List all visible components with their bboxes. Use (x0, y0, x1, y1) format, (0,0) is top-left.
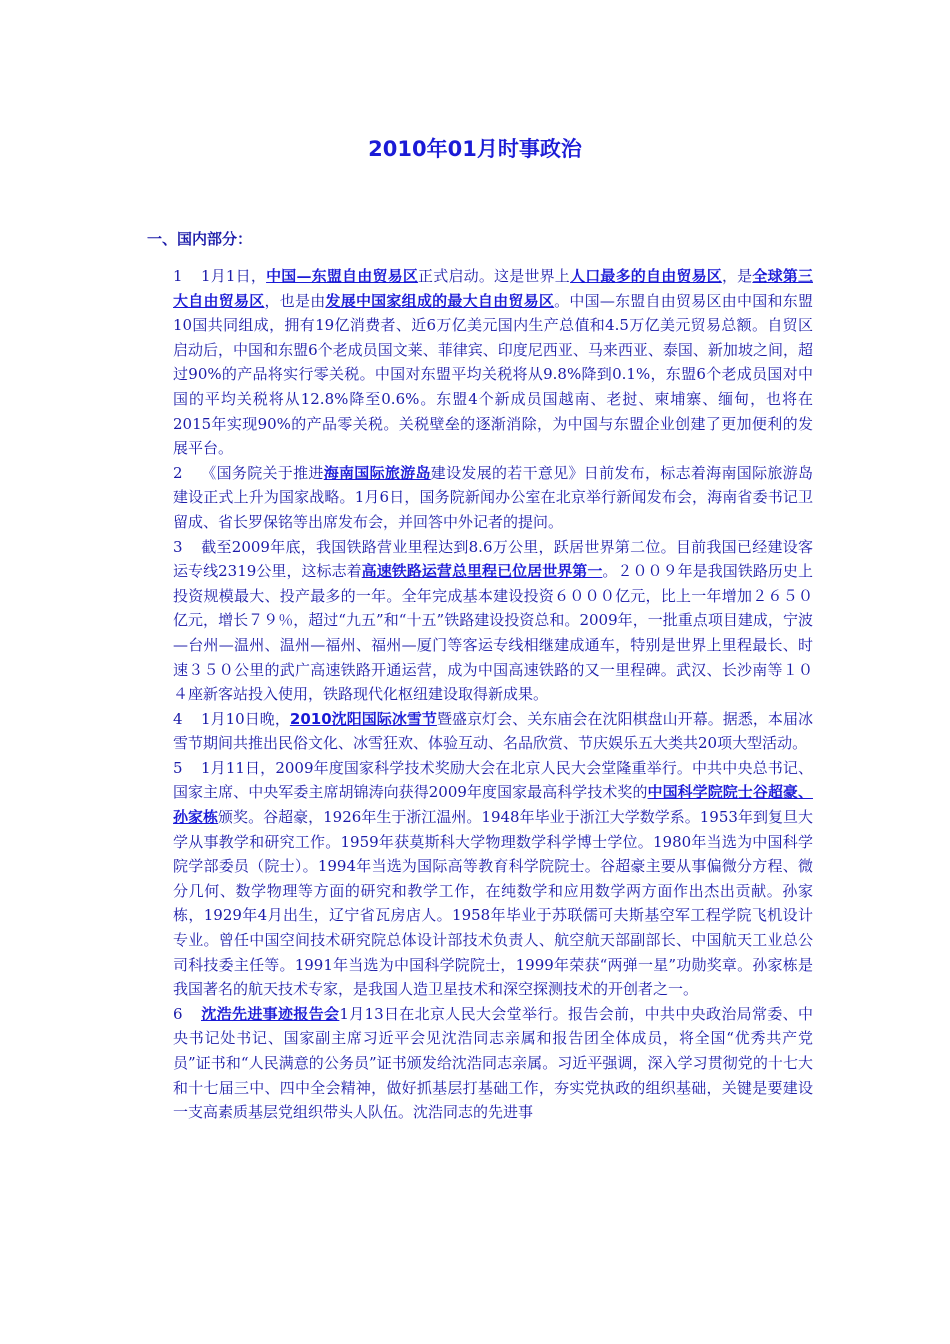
keyword-link[interactable]: 高速铁路运营总里程已位居世界第一 (361, 562, 603, 581)
document-title: 2010年01月时事政治 (368, 137, 582, 161)
news-item (173, 1002, 813, 1125)
item-text: 暨盛京灯会、关东庙会在沈阳棋盘山开幕。据悉，本届冰雪节期间共推出民俗文化、冰雪狂欢、体验互动、名品欣赏、节庆娱乐五大类共20项大型活动。 (173, 709, 813, 753)
keyword-link[interactable]: 全球第三大自由贸易区 (173, 267, 813, 310)
keyword-link[interactable]: 中国科学院院士谷超豪、孙家栋 (173, 783, 813, 827)
keyword-link[interactable]: 2010沈阳国际冰雪节 (289, 709, 437, 728)
keyword-link[interactable]: 发展中国家组成的最大自由贸易区 (325, 291, 555, 310)
item-text: ，是 (721, 267, 753, 285)
item-text: 1月13日在北京人民大会堂举行。报告会前，中共中央政治局常委、中央书记处书记、国家副主席习近平会见沈浩同志亲属和报告团全体成员，将全国“优秀共产党员”证书和“人民满意的公务员”证书颁发给沈浩同志亲属。习近平强调，深入学习贯彻党的十七大和十七届三中、四中全会精神，做好抓基层打基础工作，夯实党执政的组织基础，关键是要建设一支高素质基层党组织带头人队伍。沈浩同志的先进事 (173, 1004, 813, 1122)
keyword-link[interactable]: 中国—东盟自由贸易区 (266, 267, 419, 285)
keyword-link[interactable]: 海南国际旅游岛 (323, 463, 431, 482)
item-number: 1 (173, 267, 183, 285)
item-text: 《国务院关于推进 (201, 463, 324, 482)
keyword-link[interactable]: 沈浩先进事迹报告会 (201, 1004, 340, 1023)
item-number: 4 (173, 709, 183, 728)
news-item (173, 461, 813, 535)
section-heading: 一、国内部分： (147, 230, 253, 248)
item-text: ，也是由 (264, 291, 326, 310)
item-text: 1月11日，2009年度国家科学技术奖励大会在北京人民大会堂隆重举行。中共中央总书记、国家主席、中央军委主席胡锦涛向获得2009年度国家最高科学技术奖的 (173, 758, 813, 802)
item-number: 5 (173, 758, 183, 777)
news-item (173, 707, 813, 756)
item-number: 6 (173, 1004, 183, 1023)
news-item (173, 264, 813, 461)
item-number: 2 (173, 463, 183, 482)
news-item (173, 756, 813, 1002)
news-item (173, 535, 813, 707)
news-items-list (173, 264, 813, 1125)
item-text: 1月1日， (201, 267, 267, 285)
item-text: 截至2009年底，我国铁路营业里程达到8.6万公里，跃居世界第二位。目前我国已经建设客运专线2319公里，这标志着 (173, 537, 813, 581)
item-text: 。中国—东盟自由贸易区由中国和东盟10国共同组成，拥有19亿消费者、近6万亿美元国内生产总值和4.5万亿美元贸易总额。自贸区启动后，中国和东盟6个老成员国文莱、菲律宾、印度尼西亚、马来西亚、泰国、新加坡之间，超过90%的产品将实行零关税。中国对东盟平均关税将从9.8%降到0.1%，东盟6个老成员国对中国的平均关税将从12.8%降至0.6%。东盟4个新成员国越南、老挝、柬埔寨、缅甸，也将在2015年实现90%的产品零关税。关税壁垒的逐渐消除，为中国与东盟企业创建了更加便利的发展平台。 (173, 291, 813, 458)
item-text: 建设发展的若干意见》日前发布，标志着海南国际旅游岛建设正式上升为国家战略。1月6日，国务院新闻办公室在北京举行新闻发布会，海南省委书记卫留成、省长罗保铭等出席发布会，并回答中外记者的提问。 (173, 463, 813, 531)
item-number: 3 (173, 537, 183, 556)
item-text: 正式启动。这是世界上 (418, 267, 571, 285)
item-text: 1月10日晚， (201, 709, 290, 728)
item-text: 。２００９年是我国铁路历史上投资规模最大、投产最多的一年。全年完成基本建设投资６０００亿元，比上一年增加２６５０亿元，增长７９％，超过“九五”和“十五”铁路建设投资总和。2009年，一批重点项目建成，宁波—台州—温州、温州—福州、福州—厦门等客运专线相继建成通车，特别是世界上里程最长、时速３５０公里的武广高速铁路开通运营，成为中国高速铁路的又一里程碑。武汉、长沙南等１０４座新客站投入使用，铁路现代化枢纽建设取得新成果。 (173, 562, 813, 704)
keyword-link[interactable]: 人口最多的自由贸易区 (570, 267, 722, 285)
item-text: 颁奖。谷超豪，1926年生于浙江温州。1948年毕业于浙江大学数学系。1953年到复旦大学从事教学和研究工作。1959年获莫斯科大学物理数学科学博士学位。1980年当选为中国科学院学部委员（院士）。1994年当选为国际高等教育科学院院士。谷超豪主要从事偏微分方程、微分几何、数学物理等方面的研究和教学工作，在纯数学和应用数学两方面作出杰出贡献。孙家栋，1929年4月出生，辽宁省瓦房店人。1958年毕业于苏联儒可夫斯基空军工程学院飞机设计专业。曾任中国空间技术研究院总体设计部技术负责人、航空航天部副部长、中国航天工业总公司科技委主任等。1991年当选为中国科学院院士，1999年荣获“两弹一星”功勋奖章。孙家栋是我国著名的航天技术专家，是我国人造卫星技术和深空探测技术的开创者之一。 (173, 808, 813, 999)
